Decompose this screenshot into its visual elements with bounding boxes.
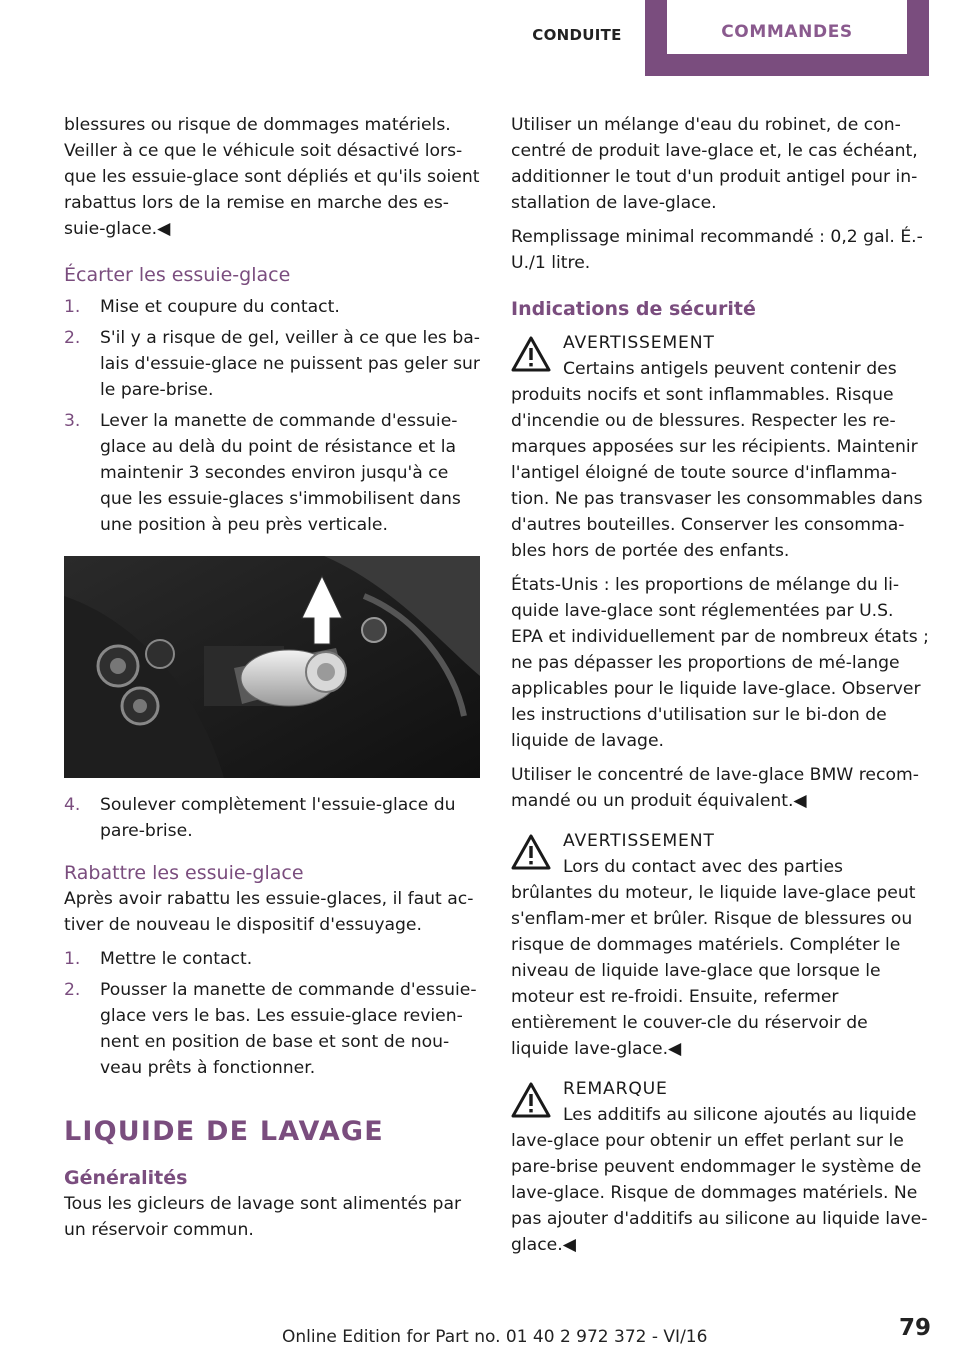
step-text: Soulever complètement l'essuie-glace du pare-brise.: [100, 795, 456, 841]
section-title-ecarter: Écarter les essuie-glace: [64, 264, 291, 286]
step-number: 2.: [64, 328, 81, 348]
generalites-text: Tous les gicleurs de lavage sont alimentés par un réservoir commun.: [64, 1194, 462, 1240]
step-text: Pousser la manette de commande d'essuie-glace vers le bas. Les essuie-glace revien-nent en position de base et sont de nou-veau prêts à fonctionner.: [100, 980, 477, 1078]
ecarter-steps-list-continued: [64, 792, 482, 844]
list-item: [64, 325, 482, 403]
note-block-silicone: [511, 1076, 929, 1258]
step-text: Mise et coupure du contact.: [100, 297, 340, 317]
warning-triangle-icon: [511, 336, 551, 372]
warning-label: AVERTISSEMENT: [563, 831, 715, 851]
section-title-securite: Indications de sécurité: [511, 298, 756, 320]
list-item: [64, 792, 482, 844]
warning-triangle-icon: [511, 834, 551, 870]
warning-block-antigel: [511, 330, 929, 814]
step-number: 1.: [64, 949, 81, 969]
warning-text: Certains antigels peuvent contenir des produits nocifs et sont inflammables. Risque d'incendie ou de blessures. Respecter les re-marques apposées sur les récipients. Maintenir l'antigel éloigné de toute source d'inflamma-tion. Ne pas transvaser les consommables dans d'autres bouteilles. Conserver les consomma-bles hors de portée des enfants.: [511, 359, 923, 561]
ecarter-steps-list: [64, 294, 482, 538]
section-title-generalites: Généralités: [64, 1167, 188, 1189]
mix-paragraph: Utiliser un mélange d'eau du robinet, de con-centré de produit lave-glace et, le cas échéant, additionner le tout d'un produit antigel pour in-stallation de lave-glace.: [511, 115, 918, 213]
page-number: 79: [899, 1315, 932, 1341]
tab-commandes-label: COMMANDES: [667, 0, 907, 54]
edition-text: Online Edition for Part no. 01 40 2 972 372 - VI/16: [282, 1327, 708, 1347]
step-number: 3.: [64, 411, 81, 431]
fill-paragraph: Remplissage minimal recommandé : 0,2 gal. É.-U./1 litre.: [511, 227, 923, 273]
rabattre-intro: Après avoir rabattu les essuie-glaces, il faut ac-tiver de nouveau le dispositif d'essuyage.: [64, 889, 474, 935]
main-title-liquide: LIQUIDE DE LAVAGE: [64, 1116, 384, 1147]
list-item: [64, 294, 482, 320]
tab-conduite[interactable]: CONDUITE: [532, 26, 622, 44]
warning-label: AVERTISSEMENT: [563, 333, 715, 353]
warning-block-engine: [511, 828, 929, 1062]
list-item: [64, 408, 482, 538]
step-text: S'il y a risque de gel, veiller à ce que les ba-lais d'essuie-glace ne puissent pas geler sur le pare-brise.: [100, 328, 480, 400]
warning-header: [511, 828, 929, 1062]
page-footer: [0, 1315, 960, 1355]
note-label: REMARQUE: [563, 1079, 668, 1099]
step-number: 4.: [64, 795, 81, 815]
warning-text-bmw: Utiliser le concentré de lave-glace BMW recom-mandé ou un produit équivalent.◀: [511, 765, 919, 811]
right-column: [511, 112, 929, 1272]
wiper-lever-photo: [64, 556, 480, 778]
list-item: [64, 946, 482, 972]
section-title-rabattre: Rabattre les essuie-glace: [64, 862, 304, 884]
note-text: Les additifs au silicone ajoutés au liquide lave-glace pour obtenir un effet perlant sur le pare-brise peuvent endommager le système de lave-glace. Risque de dommages matériels. Ne pas ajouter d'additifs au silicone au liquide lave-glace.◀: [511, 1105, 928, 1255]
list-item: [64, 977, 482, 1081]
warning-text-epa: États-Unis : les proportions de mélange du li-quide lave-glace sont réglementées par U.S. EPA et individuellement par de nombreux états ; ne pas dépasser les proportions de mé-lange applicables pour le liquide lave-glace. Observer les instructions d'utilisation sur le bi-don de liquide de lavage.: [511, 575, 929, 751]
warning-header: [511, 330, 929, 564]
tab-commandes[interactable]: [645, 0, 929, 76]
warning-text: Lors du contact avec des parties brûlantes du moteur, le liquide lave-glace peut s'enflam-mer et brûler. Risque de blessures ou risque de dommages matériels. Compléter le niveau de liquide lave-glace que lorsque le moteur est re-froidi. Ensuite, refermer entièrement le couver-cle du réservoir de liquide lave-glace.◀: [511, 857, 916, 1059]
warning-triangle-icon: [511, 1082, 551, 1118]
rabattre-steps-list: [64, 946, 482, 1081]
intro-paragraph: blessures ou risque de dommages matériels. Veiller à ce que le véhicule soit désactivé lors-que les essuie-glace sont dépliés et qu'ils soient rabattus lors de la remise en marche des es-suie-glace.◀: [64, 115, 480, 239]
left-column: [64, 112, 482, 1251]
step-text: Lever la manette de commande d'essuie-glace au delà du point de résistance et la maintenir 3 secondes environ jusqu'à ce que les essuie-glaces s'immobilisent dans une position à peu près verticale.: [100, 411, 461, 535]
note-header: [511, 1076, 929, 1258]
step-text: Mettre le contact.: [100, 949, 253, 969]
step-number: 1.: [64, 297, 81, 317]
step-number: 2.: [64, 980, 81, 1000]
